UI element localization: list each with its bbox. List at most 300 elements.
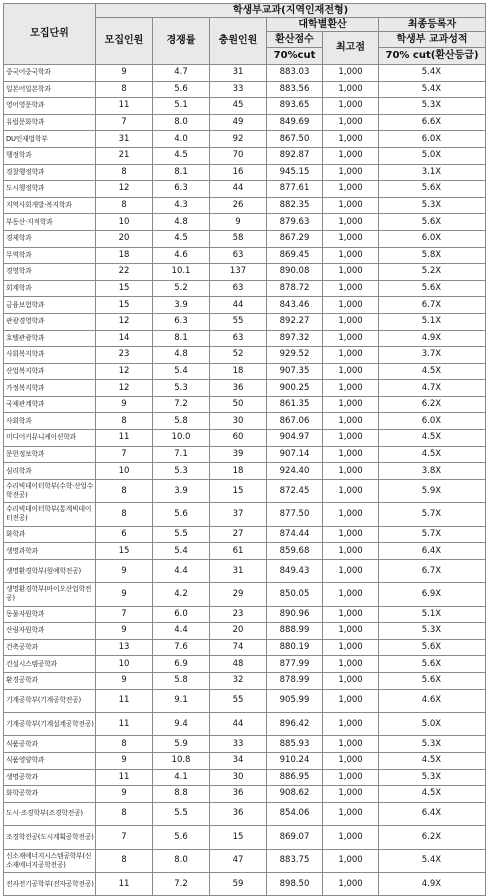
cell-grade: 5.7X (379, 526, 486, 543)
cell-grade: 5.8X (379, 247, 486, 264)
table-row (4, 623, 486, 640)
cell-unit-name: 생명공학과 (4, 769, 96, 786)
cell-score: 850.05 (267, 583, 323, 606)
table-row (4, 430, 486, 447)
cell-grade: 4.6X (379, 689, 486, 712)
cell-score: 896.42 (267, 712, 323, 735)
cell-filled: 27 (210, 526, 267, 543)
cell-filled: 55 (210, 313, 267, 330)
cell-filled: 16 (210, 164, 267, 181)
header-filled: 충원인원 (210, 18, 267, 65)
cell-score: 907.14 (267, 446, 323, 463)
table-row (4, 712, 486, 735)
cell-filled: 31 (210, 65, 267, 82)
table-row (4, 526, 486, 543)
cell-filled: 39 (210, 446, 267, 463)
cell-max: 1,000 (323, 656, 379, 673)
cell-grade: 5.4X (379, 65, 486, 82)
header-recruit: 모집인원 (96, 18, 153, 65)
cell-score: 877.61 (267, 181, 323, 198)
cell-score: 883.75 (267, 849, 323, 872)
cell-unit-name: 기계공학부(기계설계공학전공) (4, 712, 96, 735)
table-row (4, 463, 486, 480)
cell-ratio: 5.1 (153, 98, 210, 115)
cell-recruit: 10 (96, 656, 153, 673)
cell-max: 1,000 (323, 197, 379, 214)
cell-recruit: 8 (96, 197, 153, 214)
cell-recruit: 9 (96, 623, 153, 640)
table-row (4, 826, 486, 849)
cell-max: 1,000 (323, 463, 379, 480)
cell-recruit: 15 (96, 543, 153, 560)
cell-grade: 4.5X (379, 786, 486, 803)
cell-score: 883.03 (267, 65, 323, 82)
cell-unit-name: 회계학과 (4, 280, 96, 297)
cell-unit-name: 미디어커뮤니케이션학과 (4, 430, 96, 447)
cell-score: 879.63 (267, 214, 323, 231)
cell-recruit: 12 (96, 363, 153, 380)
cell-recruit: 12 (96, 181, 153, 198)
cell-recruit: 21 (96, 147, 153, 164)
cell-max: 1,000 (323, 230, 379, 247)
cell-unit-name: 산업복지학과 (4, 363, 96, 380)
cell-unit-name: 가정복지학과 (4, 380, 96, 397)
cell-recruit: 11 (96, 98, 153, 115)
cell-grade: 4.5X (379, 752, 486, 769)
header-final-cut: 70% cut(환산등급) (379, 48, 486, 65)
cell-unit-name: 심리학과 (4, 463, 96, 480)
cell-unit-name: 산림자원학과 (4, 623, 96, 640)
cell-ratio: 5.8 (153, 413, 210, 430)
cell-unit-name: 전자전기공학부(전자공학전공) (4, 872, 96, 895)
cell-filled: 20 (210, 623, 267, 640)
cell-grade: 5.2X (379, 264, 486, 281)
cell-max: 1,000 (323, 214, 379, 231)
cell-ratio: 5.9 (153, 736, 210, 753)
cell-score: 897.32 (267, 330, 323, 347)
cell-score: 904.97 (267, 430, 323, 447)
cell-unit-name: 지역사회개발·복지학과 (4, 197, 96, 214)
header-max-score: 최고점 (323, 32, 379, 65)
cell-ratio: 4.7 (153, 65, 210, 82)
cell-filled: 47 (210, 849, 267, 872)
cell-unit-name: 일본어일본학과 (4, 81, 96, 98)
cell-grade: 5.1X (379, 313, 486, 330)
cell-score: 849.69 (267, 114, 323, 131)
cell-filled: 58 (210, 230, 267, 247)
cell-max: 1,000 (323, 736, 379, 753)
cell-recruit: 11 (96, 430, 153, 447)
cell-grade: 4.5X (379, 430, 486, 447)
cell-recruit: 11 (96, 712, 153, 735)
table-row (4, 543, 486, 560)
cell-max: 1,000 (323, 606, 379, 623)
cell-unit-name: 건축공학과 (4, 639, 96, 656)
cell-grade: 6.2X (379, 396, 486, 413)
cell-max: 1,000 (323, 559, 379, 582)
cell-score: 893.65 (267, 98, 323, 115)
cell-ratio: 4.6 (153, 247, 210, 264)
cell-grade: 5.3X (379, 736, 486, 753)
cell-max: 1,000 (323, 802, 379, 825)
header-group-title: 학생부교과(지역인재전형) (96, 4, 486, 18)
cell-score: 843.46 (267, 297, 323, 314)
cell-ratio: 10.8 (153, 752, 210, 769)
cell-ratio: 7.2 (153, 872, 210, 895)
cell-recruit: 10 (96, 463, 153, 480)
cell-filled: 61 (210, 543, 267, 560)
cell-ratio: 8.1 (153, 164, 210, 181)
cell-grade: 5.0X (379, 712, 486, 735)
cell-unit-name: 신소재에너지시스템공학부(신소재에너지공학전공) (4, 849, 96, 872)
cell-ratio: 5.6 (153, 503, 210, 526)
cell-filled: 30 (210, 769, 267, 786)
cell-grade: 6.0X (379, 230, 486, 247)
table-row (4, 769, 486, 786)
cell-grade: 6.7X (379, 559, 486, 582)
cell-grade: 6.2X (379, 826, 486, 849)
cell-unit-name: 기계공학부(기계공학전공) (4, 689, 96, 712)
cell-score: 908.62 (267, 786, 323, 803)
cell-filled: 34 (210, 752, 267, 769)
table-row (4, 606, 486, 623)
cell-grade: 5.7X (379, 503, 486, 526)
cell-score: 892.87 (267, 147, 323, 164)
cell-recruit: 9 (96, 672, 153, 689)
cell-unit-name: 환경공학과 (4, 672, 96, 689)
cell-grade: 6.4X (379, 802, 486, 825)
cell-max: 1,000 (323, 786, 379, 803)
table-body (4, 65, 486, 896)
cell-score: 900.25 (267, 380, 323, 397)
cell-recruit: 11 (96, 872, 153, 895)
cell-grade: 6.7X (379, 297, 486, 314)
cell-filled: 30 (210, 413, 267, 430)
admission-table-container (3, 3, 485, 896)
cell-max: 1,000 (323, 503, 379, 526)
cell-unit-name: 호텔관광학과 (4, 330, 96, 347)
cell-unit-name: 경찰행정학과 (4, 164, 96, 181)
cell-filled: 59 (210, 872, 267, 895)
cell-ratio: 3.9 (153, 297, 210, 314)
table-row (4, 230, 486, 247)
table-row (4, 247, 486, 264)
table-row (4, 736, 486, 753)
cell-unit-name: 사회학과 (4, 413, 96, 430)
cell-grade: 4.7X (379, 380, 486, 397)
cell-grade: 4.9X (379, 872, 486, 895)
cell-recruit: 15 (96, 280, 153, 297)
cell-recruit: 22 (96, 264, 153, 281)
cell-score: 878.72 (267, 280, 323, 297)
cell-max: 1,000 (323, 280, 379, 297)
cell-max: 1,000 (323, 247, 379, 264)
cell-max: 1,000 (323, 81, 379, 98)
cell-ratio: 4.5 (153, 147, 210, 164)
cell-ratio: 6.3 (153, 181, 210, 198)
cell-unit-name: 유럽문화학과 (4, 114, 96, 131)
cell-score: 880.19 (267, 639, 323, 656)
cell-unit-name: 관광경영학과 (4, 313, 96, 330)
cell-max: 1,000 (323, 264, 379, 281)
cell-unit-name: 부동산·지적학과 (4, 214, 96, 231)
cell-recruit: 8 (96, 413, 153, 430)
cell-grade: 5.3X (379, 769, 486, 786)
table-row (4, 656, 486, 673)
table-row (4, 65, 486, 82)
cell-score: 945.15 (267, 164, 323, 181)
cell-recruit: 11 (96, 769, 153, 786)
table-row (4, 98, 486, 115)
table-row (4, 363, 486, 380)
header-conversion-group: 대학별환산 (267, 18, 379, 32)
cell-unit-name: 화학과 (4, 526, 96, 543)
cell-unit-name: 수리빅데이터학부(수학·산업수학전공) (4, 479, 96, 502)
cell-ratio: 6.9 (153, 656, 210, 673)
cell-score: 929.52 (267, 347, 323, 364)
cell-max: 1,000 (323, 639, 379, 656)
cell-max: 1,000 (323, 131, 379, 148)
cell-filled: 33 (210, 81, 267, 98)
cell-recruit: 18 (96, 247, 153, 264)
table-row (4, 446, 486, 463)
cell-grade: 4.5X (379, 446, 486, 463)
cell-recruit: 8 (96, 802, 153, 825)
cell-max: 1,000 (323, 164, 379, 181)
cell-filled: 33 (210, 736, 267, 753)
header-conversion-cut: 70%cut (267, 48, 323, 65)
cell-ratio: 5.4 (153, 543, 210, 560)
cell-filled: 9 (210, 214, 267, 231)
cell-score: 907.35 (267, 363, 323, 380)
cell-max: 1,000 (323, 297, 379, 314)
cell-filled: 23 (210, 606, 267, 623)
cell-recruit: 9 (96, 559, 153, 582)
cell-ratio: 9.1 (153, 689, 210, 712)
cell-recruit: 8 (96, 503, 153, 526)
cell-recruit: 6 (96, 526, 153, 543)
cell-unit-name: 영어영문학과 (4, 98, 96, 115)
cell-unit-name: 무역학과 (4, 247, 96, 264)
table-row (4, 639, 486, 656)
cell-max: 1,000 (323, 689, 379, 712)
table-row (4, 413, 486, 430)
cell-max: 1,000 (323, 752, 379, 769)
cell-ratio: 4.1 (153, 769, 210, 786)
header-final-group: 최종등록자 (379, 18, 486, 32)
cell-filled: 18 (210, 463, 267, 480)
table-row (4, 164, 486, 181)
cell-filled: 31 (210, 559, 267, 582)
cell-max: 1,000 (323, 526, 379, 543)
table-row (4, 503, 486, 526)
table-row (4, 396, 486, 413)
cell-score: 885.93 (267, 736, 323, 753)
cell-recruit: 14 (96, 330, 153, 347)
table-header (4, 4, 486, 65)
cell-ratio: 5.2 (153, 280, 210, 297)
cell-recruit: 9 (96, 752, 153, 769)
cell-max: 1,000 (323, 363, 379, 380)
cell-max: 1,000 (323, 769, 379, 786)
cell-recruit: 8 (96, 849, 153, 872)
cell-max: 1,000 (323, 826, 379, 849)
cell-unit-name: 식품영양학과 (4, 752, 96, 769)
cell-grade: 5.6X (379, 280, 486, 297)
table-row (4, 313, 486, 330)
cell-filled: 50 (210, 396, 267, 413)
admission-results-table (3, 3, 486, 896)
cell-recruit: 10 (96, 214, 153, 231)
cell-filled: 44 (210, 181, 267, 198)
table-row (4, 264, 486, 281)
cell-unit-name: 중국어중국학과 (4, 65, 96, 82)
cell-score: 869.45 (267, 247, 323, 264)
cell-ratio: 4.4 (153, 559, 210, 582)
cell-max: 1,000 (323, 65, 379, 82)
cell-recruit: 9 (96, 65, 153, 82)
table-row (4, 849, 486, 872)
cell-recruit: 31 (96, 131, 153, 148)
cell-grade: 5.3X (379, 623, 486, 640)
cell-ratio: 5.5 (153, 802, 210, 825)
cell-unit-name: 생명환경학부(원예학전공) (4, 559, 96, 582)
cell-grade: 5.6X (379, 639, 486, 656)
cell-score: 882.35 (267, 197, 323, 214)
cell-grade: 4.9X (379, 330, 486, 347)
cell-grade: 5.1X (379, 606, 486, 623)
cell-unit-name: 건설시스템공학과 (4, 656, 96, 673)
cell-filled: 15 (210, 826, 267, 849)
cell-score: 924.40 (267, 463, 323, 480)
table-row (4, 181, 486, 198)
cell-max: 1,000 (323, 430, 379, 447)
cell-score: 854.06 (267, 802, 323, 825)
cell-recruit: 9 (96, 583, 153, 606)
cell-unit-name: 동물자원학과 (4, 606, 96, 623)
cell-score: 890.08 (267, 264, 323, 281)
cell-recruit: 9 (96, 786, 153, 803)
cell-ratio: 5.5 (153, 526, 210, 543)
cell-grade: 6.4X (379, 543, 486, 560)
cell-grade: 4.5X (379, 363, 486, 380)
table-row (4, 689, 486, 712)
cell-score: 905.99 (267, 689, 323, 712)
cell-score: 867.29 (267, 230, 323, 247)
cell-score: 877.50 (267, 503, 323, 526)
cell-max: 1,000 (323, 98, 379, 115)
cell-filled: 48 (210, 656, 267, 673)
cell-filled: 63 (210, 280, 267, 297)
cell-filled: 32 (210, 672, 267, 689)
cell-score: 849.43 (267, 559, 323, 582)
cell-filled: 92 (210, 131, 267, 148)
cell-unit-name: 행정학과 (4, 147, 96, 164)
cell-ratio: 5.4 (153, 363, 210, 380)
cell-unit-name: 생명환경학부(바이오산업학전공) (4, 583, 96, 606)
cell-score: 898.50 (267, 872, 323, 895)
cell-ratio: 6.0 (153, 606, 210, 623)
cell-score: 886.95 (267, 769, 323, 786)
cell-filled: 15 (210, 479, 267, 502)
cell-recruit: 7 (96, 446, 153, 463)
cell-ratio: 5.6 (153, 826, 210, 849)
cell-recruit: 8 (96, 736, 153, 753)
cell-ratio: 8.8 (153, 786, 210, 803)
table-row (4, 147, 486, 164)
table-row (4, 479, 486, 502)
cell-ratio: 9.4 (153, 712, 210, 735)
table-row (4, 583, 486, 606)
cell-unit-name: 금융보험학과 (4, 297, 96, 314)
cell-unit-name: 화학공학과 (4, 786, 96, 803)
cell-unit-name: 문헌정보학과 (4, 446, 96, 463)
cell-grade: 5.6X (379, 181, 486, 198)
cell-unit-name: 도시·조경학부(조경학전공) (4, 802, 96, 825)
cell-filled: 45 (210, 98, 267, 115)
cell-unit-name: 생명과학과 (4, 543, 96, 560)
cell-unit-name: 식품공학과 (4, 736, 96, 753)
cell-score: 861.35 (267, 396, 323, 413)
cell-max: 1,000 (323, 347, 379, 364)
cell-score: 867.06 (267, 413, 323, 430)
cell-max: 1,000 (323, 446, 379, 463)
cell-filled: 37 (210, 503, 267, 526)
cell-ratio: 7.1 (153, 446, 210, 463)
cell-filled: 137 (210, 264, 267, 281)
cell-grade: 5.9X (379, 479, 486, 502)
cell-score: 883.56 (267, 81, 323, 98)
cell-score: 878.99 (267, 672, 323, 689)
cell-grade: 6.6X (379, 114, 486, 131)
cell-filled: 63 (210, 247, 267, 264)
cell-grade: 3.1X (379, 164, 486, 181)
cell-max: 1,000 (323, 623, 379, 640)
cell-unit-name: 경제학과 (4, 230, 96, 247)
cell-ratio: 8.0 (153, 849, 210, 872)
cell-grade: 5.6X (379, 672, 486, 689)
cell-ratio: 8.1 (153, 330, 210, 347)
cell-ratio: 4.5 (153, 230, 210, 247)
cell-unit-name: DU인재법학부 (4, 131, 96, 148)
cell-score: 872.45 (267, 479, 323, 502)
cell-max: 1,000 (323, 313, 379, 330)
cell-ratio: 10.0 (153, 430, 210, 447)
cell-score: 890.96 (267, 606, 323, 623)
cell-filled: 26 (210, 197, 267, 214)
cell-filled: 18 (210, 363, 267, 380)
cell-recruit: 12 (96, 313, 153, 330)
cell-ratio: 3.9 (153, 479, 210, 502)
cell-grade: 5.4X (379, 849, 486, 872)
cell-score: 859.68 (267, 543, 323, 560)
cell-score: 892.27 (267, 313, 323, 330)
table-row (4, 802, 486, 825)
cell-filled: 29 (210, 583, 267, 606)
cell-filled: 44 (210, 297, 267, 314)
cell-recruit: 12 (96, 380, 153, 397)
cell-max: 1,000 (323, 147, 379, 164)
cell-recruit: 13 (96, 639, 153, 656)
cell-grade: 5.4X (379, 81, 486, 98)
cell-filled: 74 (210, 639, 267, 656)
cell-ratio: 4.3 (153, 197, 210, 214)
cell-recruit: 23 (96, 347, 153, 364)
cell-filled: 36 (210, 802, 267, 825)
cell-ratio: 5.3 (153, 380, 210, 397)
table-row (4, 114, 486, 131)
table-row (4, 214, 486, 231)
